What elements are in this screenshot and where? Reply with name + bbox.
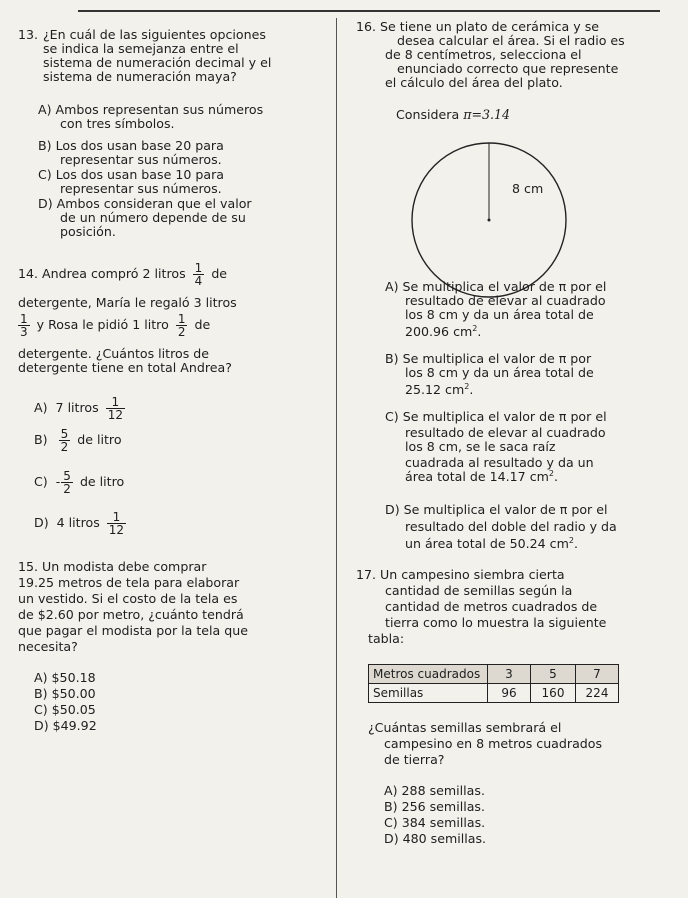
option-text: - [55,474,61,489]
option-letter: B) [38,138,52,153]
table-cell: 160 [531,684,576,703]
q15-options [34,671,97,733]
option-text: Los dos usan base 10 para [55,167,224,182]
option-letter: D) [385,502,400,517]
q15-line: que pagar el modista por la tela que [18,623,248,638]
table-cell: 5 [531,665,576,684]
option-text: Ambos representan sus números [55,102,264,117]
q14-number: 14. [18,266,39,281]
q15-number: 15. [18,559,39,574]
q15-line: 19.25 metros de tela para elaborar [18,575,240,590]
q16-number: 16. [356,19,377,34]
table-header: Metros cuadrados [369,665,488,684]
q15-line: necesita? [18,639,78,654]
option-text: representar sus números. [60,152,222,167]
q17-stem: cantidad de semillas según la cantidad de metros cuadrados de tierra como lo muestra la siguiente tabla: [368,583,607,646]
table-cell: 7 [576,665,619,684]
option-text: con tres símbolos. [60,116,175,131]
option-letter: C) [385,409,399,424]
q14-text: y Rosa le pidió 1 litro [36,317,169,332]
q14-text: de [194,317,211,332]
fraction: $\frac{5}{2}$ [60,427,69,454]
option-text: Ambos consideran que el valor [56,196,252,211]
q17-line: Un campesino siembra cierta [380,567,565,582]
q13-line: sistema de numeración maya? [43,69,237,84]
q14-option-b[interactable] [34,428,122,453]
question-16 [356,20,599,34]
fraction: $\frac{5}{2}$ [63,469,71,496]
q15-stem [18,576,248,654]
pi-value: π=3.14 [463,107,511,122]
q14-option-d[interactable] [34,511,129,536]
option-text: de litro [77,432,122,447]
q16-option-a[interactable]: A) Se multiplica el valor de π por el resultado de elevar al cuadrado los 8 cm y da un área total de 200.96 $cm^2$. [385,279,607,339]
q16-option-c[interactable]: C) Se multiplica el valor de π por el resultado de elevar al cuadrado los 8 cm, se le saca raíz cuadrada al resultado y da un área total de 14.17 $cm^2$. [385,409,607,484]
table-cell: 224 [576,684,619,703]
q16-line: el cálculo del área del plato. [385,75,563,90]
q15-option-a[interactable]: A) $50.18 [34,670,96,685]
q17-question: ¿Cuántas semillas sembrará el campesino en 8 metros cuadrados de tierra? [368,720,603,767]
q15-line: Un modista debe comprar [42,559,207,574]
q17-number: 17. [356,567,377,582]
option-text: de litro [79,474,125,489]
q14-text: detergente tiene en total Andrea? [18,360,232,375]
q16-stem [385,34,625,90]
top-rule [78,10,660,12]
q13-option-c[interactable] [38,168,224,196]
q15-line: un vestido. Si el costo de la tela es [18,591,238,606]
option-text: de un número depende de su [60,210,246,225]
q14-text: de [211,266,228,281]
option-letter: A) [38,102,52,117]
option-letter: C) [38,167,52,182]
q13-option-d[interactable] [38,197,252,239]
q13-line: sistema de numeración decimal y el [43,55,272,70]
q14-text: detergente. ¿Cuántos litros de [18,346,210,361]
q16-line: Se tiene un plato de cerámica y se [380,19,600,34]
q14-text: detergente, María le regaló 3 litros [18,295,237,310]
column-divider [336,18,337,898]
option-text: 7 litros [55,400,99,415]
q17-option-b[interactable]: B) 256 semillas. [384,799,485,814]
q16-option-d[interactable]: D) Se multiplica el valor de π por el resultado del doble del radio y da un área total de 50.24 $cm^2$. [385,502,617,551]
q16-consider [396,108,510,122]
radius-label: 8 cm [512,181,544,196]
option-letter: A) [34,400,48,415]
q14-text: Andrea compró 2 litros [42,266,186,281]
q16-line: desea calcular el área. Si el radio es [397,33,625,48]
q17-option-d[interactable]: D) 480 semillas. [384,831,487,846]
option-letter: C) [34,474,48,489]
q16-option-b[interactable]: B) Se multiplica el valor de π por los 8 cm y da un área total de 25.12 $cm^2$. [385,351,594,397]
fraction: $\frac{1}{12}$ [107,395,123,422]
q15-option-c[interactable]: C) $50.05 [34,702,96,717]
question-14 [18,262,227,287]
q15-option-b[interactable]: B) $50.00 [34,686,96,701]
fraction: $\frac{1}{2}$ [177,312,186,339]
option-letter: D) [38,196,53,211]
q15-line: de $2.60 por metro, ¿cuánto tendrá [18,607,244,622]
q16-line: de 8 centímetros, selecciona el [385,47,582,62]
option-letter: B) [385,351,399,366]
q14-option-c[interactable] [34,470,124,495]
q14-option-a[interactable] [34,396,128,421]
seeds-table [368,664,619,703]
option-letter: D) [34,515,49,530]
q16-line: enunciado correcto que represente [397,61,619,76]
q13-option-b[interactable] [38,139,224,167]
q15-option-d[interactable]: D) $49.92 [34,718,97,733]
q14-line-3 [18,313,210,338]
q13-number: 13. [18,27,39,42]
q17-options [384,784,486,846]
q17-option-a[interactable]: A) 288 semillas. [384,783,485,798]
option-text: representar sus números. [60,181,222,196]
option-letter: A) [385,279,399,294]
q17-option-c[interactable]: C) 384 semillas. [384,815,486,830]
q13-option-a[interactable] [38,103,263,131]
table-row [369,684,619,703]
option-text: Los dos usan base 20 para [55,138,224,153]
fraction: $\frac{1}{12}$ [108,510,125,537]
option-letter: B) [34,432,48,447]
option-text: posición. [60,224,116,239]
question-17 [356,568,565,582]
question-15 [18,560,206,574]
consider-label: Considera [396,107,460,122]
fraction: $\frac{1}{4}$ [194,261,203,288]
q13-stem [43,28,271,84]
q13-line: ¿En cuál de las siguientes opciones [43,27,266,42]
q13-line: se indica la semejanza entre el [43,41,239,56]
option-text: 4 litros [56,515,100,530]
fraction: $\frac{1}{3}$ [20,312,28,339]
table-row [369,665,619,684]
table-cell: 96 [488,684,531,703]
table-cell: 3 [488,665,531,684]
table-header: Semillas [369,684,488,703]
center-point [488,219,491,222]
